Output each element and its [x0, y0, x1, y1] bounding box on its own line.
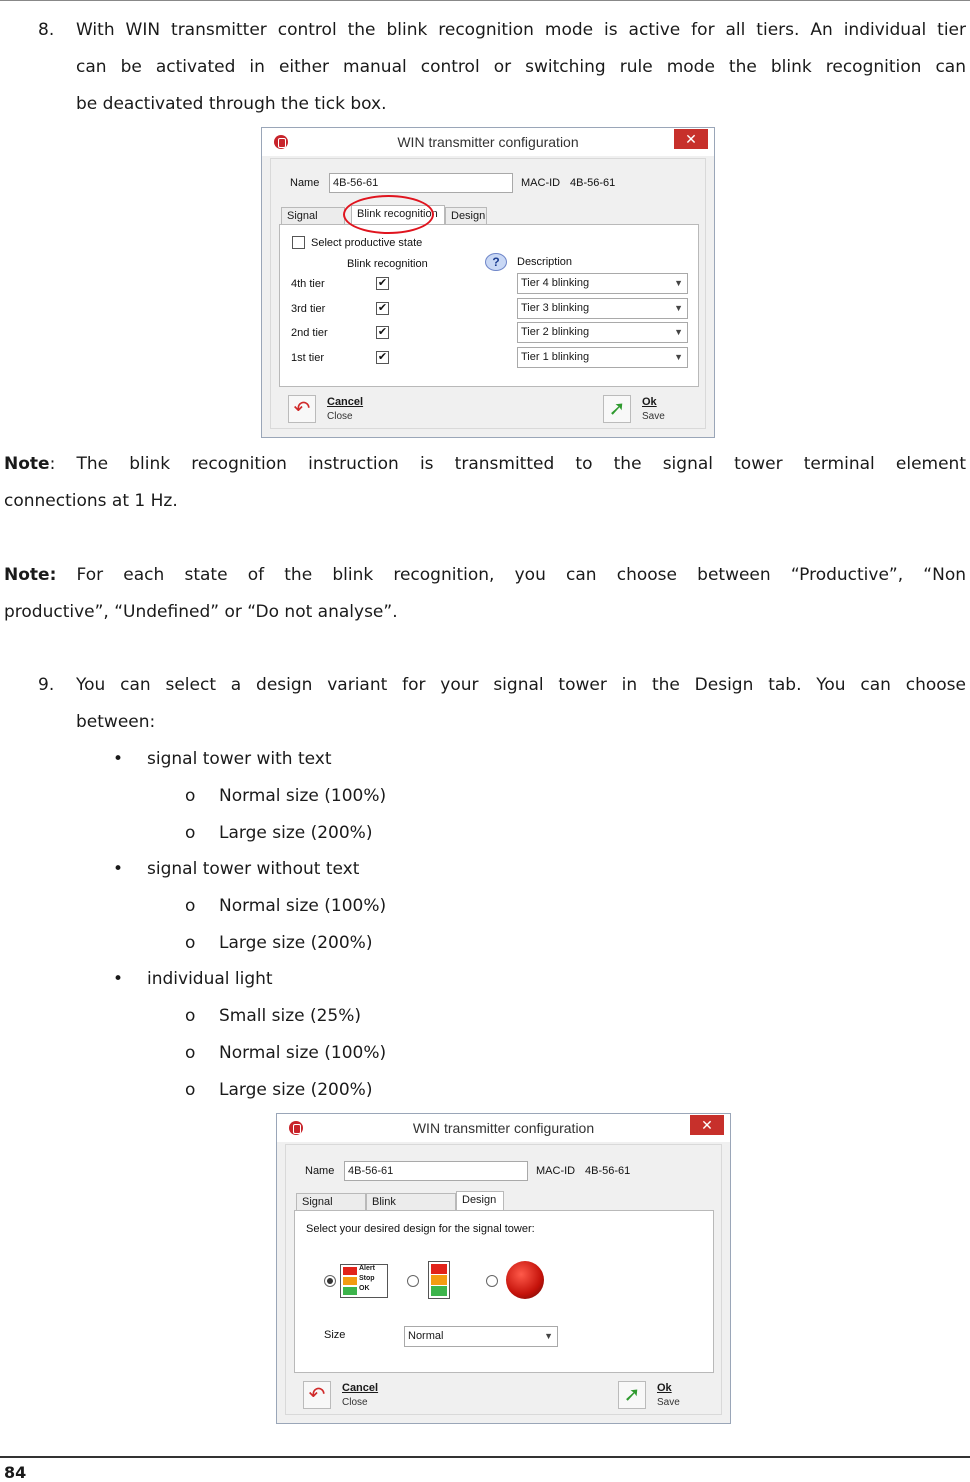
red-light-icon — [343, 1267, 357, 1275]
note-label: Note: — [4, 565, 57, 585]
note-label: Note — [4, 454, 50, 474]
tier-3-blink-checkbox[interactable]: ✔ — [377, 302, 388, 314]
sub-bullet-item: Large size (200%) — [219, 933, 373, 953]
tower-with-text-preview — [340, 1264, 388, 1298]
sub-bullet-item: Normal size (100%) — [219, 896, 387, 916]
step-9-line-2: between: — [76, 712, 156, 732]
sub-bullet-item: Large size (200%) — [219, 1080, 373, 1100]
sub-bullet-glyph: o — [185, 786, 196, 806]
mac-id-value: 4B-56-61 — [585, 1165, 631, 1177]
bullet-glyph: • — [113, 859, 124, 879]
sub-bullet-item: Normal size (100%) — [219, 1043, 387, 1063]
cancel-button[interactable]: Cancel — [342, 1382, 379, 1394]
bullet-item: individual light — [147, 969, 273, 989]
chevron-down-icon: ▼ — [674, 278, 683, 288]
tier-label: 3rd tier — [291, 303, 326, 315]
ok-button[interactable]: Ok — [642, 396, 657, 408]
tier-label: 4th tier — [291, 278, 325, 290]
sub-bullet-glyph: o — [185, 896, 196, 916]
cancel-icon-button[interactable]: ↶ — [288, 395, 316, 423]
ok-sub-label: Save — [657, 1397, 680, 1408]
dialog-body — [270, 158, 706, 429]
select-value: Tier 4 blinking — [521, 277, 590, 289]
dialog-title: WIN transmitter configuration — [397, 134, 579, 150]
chevron-down-icon: ▼ — [674, 327, 683, 337]
tier-2-description-select[interactable] — [517, 322, 688, 343]
sub-bullet-item: Normal size (100%) — [219, 786, 387, 806]
select-value: Tier 2 blinking — [521, 326, 590, 338]
select-productive-checkbox[interactable] — [292, 236, 305, 249]
step-9-line-1: You can select a design variant for your signal tower in the Design tab. You can choose — [76, 675, 966, 695]
tier-3-description-select[interactable] — [517, 298, 688, 319]
blink-tab-highlight-circle — [343, 195, 434, 234]
tab-signal-tower[interactable]: Signal — [281, 207, 345, 225]
select-design-label: Select your desired design for the signal tower: — [306, 1223, 535, 1235]
size-label: Size — [324, 1329, 346, 1341]
step-8-line-3: be deactivated through the tick box. — [76, 94, 387, 114]
sub-bullet-item: Small size (25%) — [219, 1006, 362, 1026]
tab-signal-tower[interactable]: Signal — [296, 1193, 366, 1211]
sub-bullet-glyph: o — [185, 1043, 196, 1063]
chevron-down-icon: ▼ — [544, 1331, 553, 1341]
dialog-title: WIN transmitter configuration — [412, 1120, 595, 1136]
cancel-sub-label: Close — [342, 1397, 368, 1408]
bullet-glyph: • — [113, 749, 124, 769]
sub-bullet-glyph: o — [185, 933, 196, 953]
design-option-single-light-radio[interactable] — [486, 1275, 498, 1287]
name-label: Name — [305, 1165, 335, 1177]
page-number: 84 — [4, 1463, 27, 1482]
size-select-value: Normal — [408, 1330, 444, 1342]
mac-id-label: MAC-ID — [536, 1165, 576, 1177]
green-light-icon — [431, 1286, 447, 1296]
dialog-blink-recognition — [261, 127, 715, 438]
step-8-line-2: can be activated in either manual control or switching rule mode the blink recognition can — [76, 57, 966, 77]
chevron-down-icon: ▼ — [674, 303, 683, 313]
ok-button[interactable]: Ok — [657, 1382, 672, 1394]
tier-2-blink-checkbox[interactable]: ✔ — [377, 326, 388, 338]
note-2-line-2: productive”, “Undefined” or “Do not analyse”. — [4, 602, 398, 622]
mac-id-label: MAC-ID — [521, 177, 561, 189]
tab-design[interactable]: Design — [456, 1191, 504, 1211]
bullet-glyph: • — [113, 969, 124, 989]
tier-4-description-select[interactable] — [517, 273, 688, 294]
cancel-sub-label: Close — [327, 411, 353, 422]
sub-bullet-glyph: o — [185, 1006, 196, 1026]
step-9-number: 9. — [38, 675, 55, 695]
tab-blink-recognition[interactable]: Blink — [366, 1193, 456, 1211]
tier-1-blink-checkbox[interactable]: ✔ — [377, 351, 388, 363]
sub-bullet-glyph: o — [185, 823, 196, 843]
tier-1-description-select[interactable] — [517, 347, 688, 368]
step-8-number: 8. — [38, 20, 55, 40]
name-field[interactable]: 4B-56-61 — [344, 1161, 528, 1181]
green-light-icon — [343, 1287, 357, 1295]
dialog-title-bar — [262, 128, 714, 156]
ok-icon-button[interactable]: ➚ — [603, 395, 631, 423]
size-select[interactable] — [404, 1326, 558, 1347]
bullet-item: signal tower with text — [147, 749, 332, 769]
design-panel — [294, 1210, 714, 1373]
tab-design[interactable]: Design — [445, 207, 487, 225]
red-light-icon — [431, 1264, 447, 1274]
cancel-icon-button[interactable]: ↶ — [303, 1381, 331, 1409]
blink-column-header: Blink recognition — [347, 258, 428, 270]
tier-label: 2nd tier — [291, 327, 328, 339]
tower-text-ok: OK — [359, 1285, 370, 1292]
tier-label: 1st tier — [291, 352, 325, 364]
note-1-line-1 — [4, 446, 966, 483]
help-icon[interactable]: ? — [485, 253, 507, 271]
step-8-line-1: With WIN transmitter control the blink recognition mode is active for all tiers. An individual tier — [76, 20, 966, 40]
chevron-down-icon: ▼ — [674, 352, 683, 362]
mac-id-value: 4B-56-61 — [570, 177, 616, 189]
select-value: Tier 3 blinking — [521, 302, 590, 314]
description-column-header: Description — [517, 256, 573, 268]
tower-text-stop: Stop — [359, 1275, 375, 1282]
amber-light-icon — [431, 1275, 447, 1285]
select-value: Tier 1 blinking — [521, 351, 590, 363]
select-productive-label: Select productive state — [311, 237, 423, 249]
single-light-preview-icon — [506, 1261, 544, 1299]
sub-bullet-glyph: o — [185, 1080, 196, 1100]
tab-blink-recognition[interactable]: Blink recognition — [351, 205, 445, 225]
ok-sub-label: Save — [642, 411, 665, 422]
amber-light-icon — [343, 1277, 357, 1285]
dialog-title-bar — [277, 1114, 730, 1142]
note-1-text: : The blink recognition instruction is transmitted to the signal tower terminal element — [49, 454, 966, 474]
name-field[interactable]: 4B-56-61 — [329, 173, 513, 193]
note-2-text: For each state of the blink recognition, you can choose between “Productive”, “Non — [56, 565, 966, 585]
sub-bullet-item: Large size (200%) — [219, 823, 373, 843]
close-button[interactable]: ✕ — [690, 1115, 724, 1135]
footer-rule — [0, 1456, 970, 1458]
tier-4-blink-checkbox[interactable]: ✔ — [377, 277, 388, 289]
tower-text-alert: Alert — [359, 1265, 375, 1272]
close-button[interactable]: ✕ — [674, 129, 708, 149]
note-1-line-2: connections at 1 Hz. — [4, 491, 178, 511]
name-label: Name — [290, 177, 320, 189]
cancel-button[interactable]: Cancel — [327, 396, 364, 408]
top-rule — [0, 0, 970, 1]
blink-panel — [279, 224, 699, 387]
design-option-text-radio[interactable] — [324, 1275, 336, 1287]
note-2-line-1 — [4, 557, 966, 594]
dialog-body — [285, 1144, 722, 1415]
tower-without-text-preview — [428, 1261, 450, 1299]
dialog-design — [276, 1113, 731, 1424]
bullet-item: signal tower without text — [147, 859, 360, 879]
ok-icon-button[interactable]: ➚ — [618, 1381, 646, 1409]
design-option-no-text-radio[interactable] — [407, 1275, 419, 1287]
